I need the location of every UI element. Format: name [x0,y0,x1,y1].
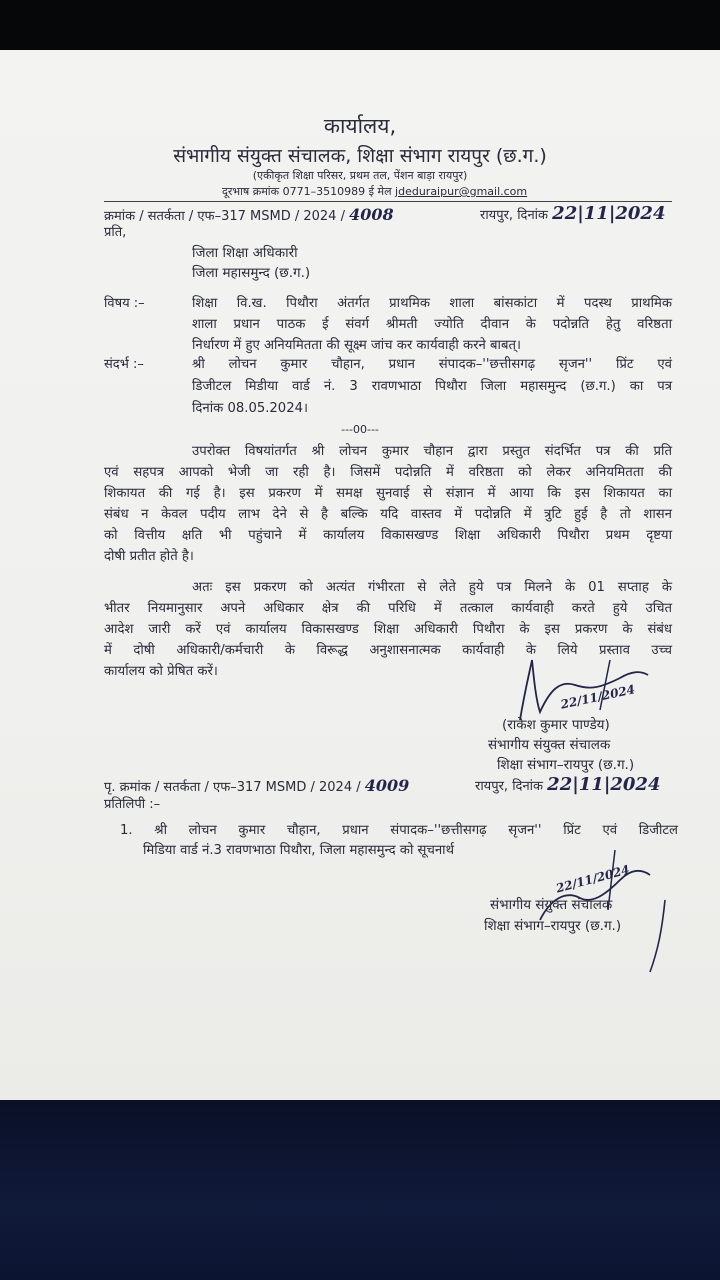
subject-line-1: शिक्षा वि.ख. पिथौरा अंतर्गत प्राथमिक शाला बांसकांटा में पदस्थ प्राथमिक [192,296,672,311]
letterhead-address: (एकीकृत शिक्षा परिसर, प्रथम तल, पेंशन बाड़ा रायपुर) [252,169,468,182]
photo-background-fabric [0,1100,720,1280]
reference-handwritten-number: 4008 [349,205,394,224]
subject-line-3: निर्धारण में हुए अनियमितता की सूक्ष्म जांच कर कार्यवाही करने बाबत्। [192,338,521,353]
para1-line-1: उपरोक्त विषयांतर्गत श्री लोचन कुमार चौहान द्वारा प्रस्तुत संदर्भित पत्र की प्रति [192,444,672,459]
signature-1-office: शिक्षा संभाग–रायपुर (छ.ग.) [497,757,635,773]
para1-line-5: को वित्तीय क्षति भी पहुंचाने में कार्यालय विकासखण्ड शिक्षा अधिकारी पिथौरा प्रथम दृष्टया [104,528,672,543]
signature-2-date: 22/11/2024 [554,862,632,896]
para1-line-3: शिकायत की गई है। इस प्रकरण में समक्ष सुनवाई से संज्ञान में आया कि इस शिकायत का [104,486,672,501]
subject-line-2: शाला प्रधान पाठक ई संवर्ग श्रीमती ज्योति दीवान के पदोन्नति हेतु वरिष्ठता [192,317,672,332]
letterhead-department: संभागीय संयुक्त संचालक, शिक्षा संभाग रायपुर (छ.ग.) [173,145,547,167]
para2-line-5: कार्यालय को प्रेषित करें। [104,664,218,679]
signature-1-name: (राकेश कुमार पाण्डेय) [502,717,610,733]
reference-prefix: क्रमांक / सतर्कता / एफ–317 MSMD / 2024 / [104,209,345,224]
subject-label: विषय :– [104,296,145,311]
para2-line-1: अतः इस प्रकरण को अत्यंत गंभीरता से लेते हुये पत्र मिलने के 01 सप्ताह के [192,580,672,595]
endorsement-place-date [475,774,660,795]
prati-label: प्रति, [104,225,127,240]
sandarbh-line-3: दिनांक 08.05.2024। [192,401,308,416]
place-date-label: रायपुर, दिनांक [480,208,549,223]
para2-line-3: आदेश जारी करें एवं कार्यालय विकासखण्ड शिक्षा अधिकारी पिथौरा के इस प्रकरण के संबंध [104,622,672,637]
recipient-line-1: जिला शिक्षा अधिकारी [192,245,298,261]
signature-2-designation: संभागीय संयुक्त संचालक [490,897,613,913]
handwritten-date: 22|11|2024 [552,203,666,224]
letterhead-rule [104,201,672,202]
copy-label: प्रतिलिपी :– [104,797,161,812]
sandarbh-line-1: श्री लोचन कुमार चौहान, प्रधान संपादक–''छत्तीसगढ़ सृजन'' प्रिंट एवं [192,357,672,372]
letter-page [0,50,720,1100]
separator: ---00--- [341,423,379,436]
para2-line-2: भीतर नियमानुसार अपने अधिकार क्षेत्र की परिधि में तत्काल कार्यवाही करते हुये उचित [104,601,672,616]
email-address: jdeduraipur@gmail.com [395,185,528,198]
phone-label: दूरभाष क्रमांक [222,185,280,198]
para1-line-6: दोषी प्रतीत होते है। [104,549,194,564]
para2-line-4: में दोषी अधिकारी/कर्मचारी के विरूद्ध अनुशासनात्मक कार्यवाही के लिये प्रस्ताव उच्च [104,643,672,658]
endorsement-handwritten-number: 4009 [364,776,410,795]
recipient-line-2: जिला महासमुन्द (छ.ग.) [192,265,311,281]
copy-line-1: 1. श्री लोचन कुमार चौहान, प्रधान संपादक–''छत्तीसगढ़ सृजन'' प्रिंट एवं डिजीटल [120,823,678,838]
phone-number: 0771–3510989 [282,185,366,198]
endorsement-date-label: रायपुर, दिनांक [475,779,544,794]
email-label: ई मेल [368,185,392,198]
letterhead-office: कार्यालय, [323,114,397,138]
reference-number [104,205,394,224]
endorsement-number [104,776,409,795]
signature-1-designation: संभागीय संयुक्त संचालक [488,737,611,753]
photo-background-top [0,0,720,55]
copy-line-2: मिडिया वार्ड नं.3 रावणभाठा पिथौरा, जिला महासमुन्द को सूचनार्थ [143,843,454,858]
sandarbh-label: संदर्भ :– [104,357,144,372]
letterhead-contact [222,184,527,199]
endorsement-handwritten-date: 22|11|2024 [547,774,661,795]
signature-1-date: 22/11/2024 [559,682,637,712]
signature-2-office: शिक्षा संभाग–रायपुर (छ.ग.) [484,918,622,934]
sandarbh-line-2: डिजीटल मिडीया वार्ड नं. 3 रावणभाठा पिथौरा जिला महासमुन्द (छ.ग.) का पत्र [192,379,672,394]
endorsement-prefix: पृ. क्रमांक / सतर्कता / एफ–317 MSMD / 2024 / [104,780,361,795]
reference-place-date [480,203,665,224]
para1-line-4: संबंध न केवल पदीय लाभ देने से है बल्कि यदि वास्तव में पदोन्नति में त्रुटि हुई है तो शासन [104,507,672,522]
para1-line-2: एवं सहपत्र आपको भेजी जा रही है। जिसमें पदोन्नति में वरिष्ठता को लेकर अनियमितता की [104,465,672,480]
